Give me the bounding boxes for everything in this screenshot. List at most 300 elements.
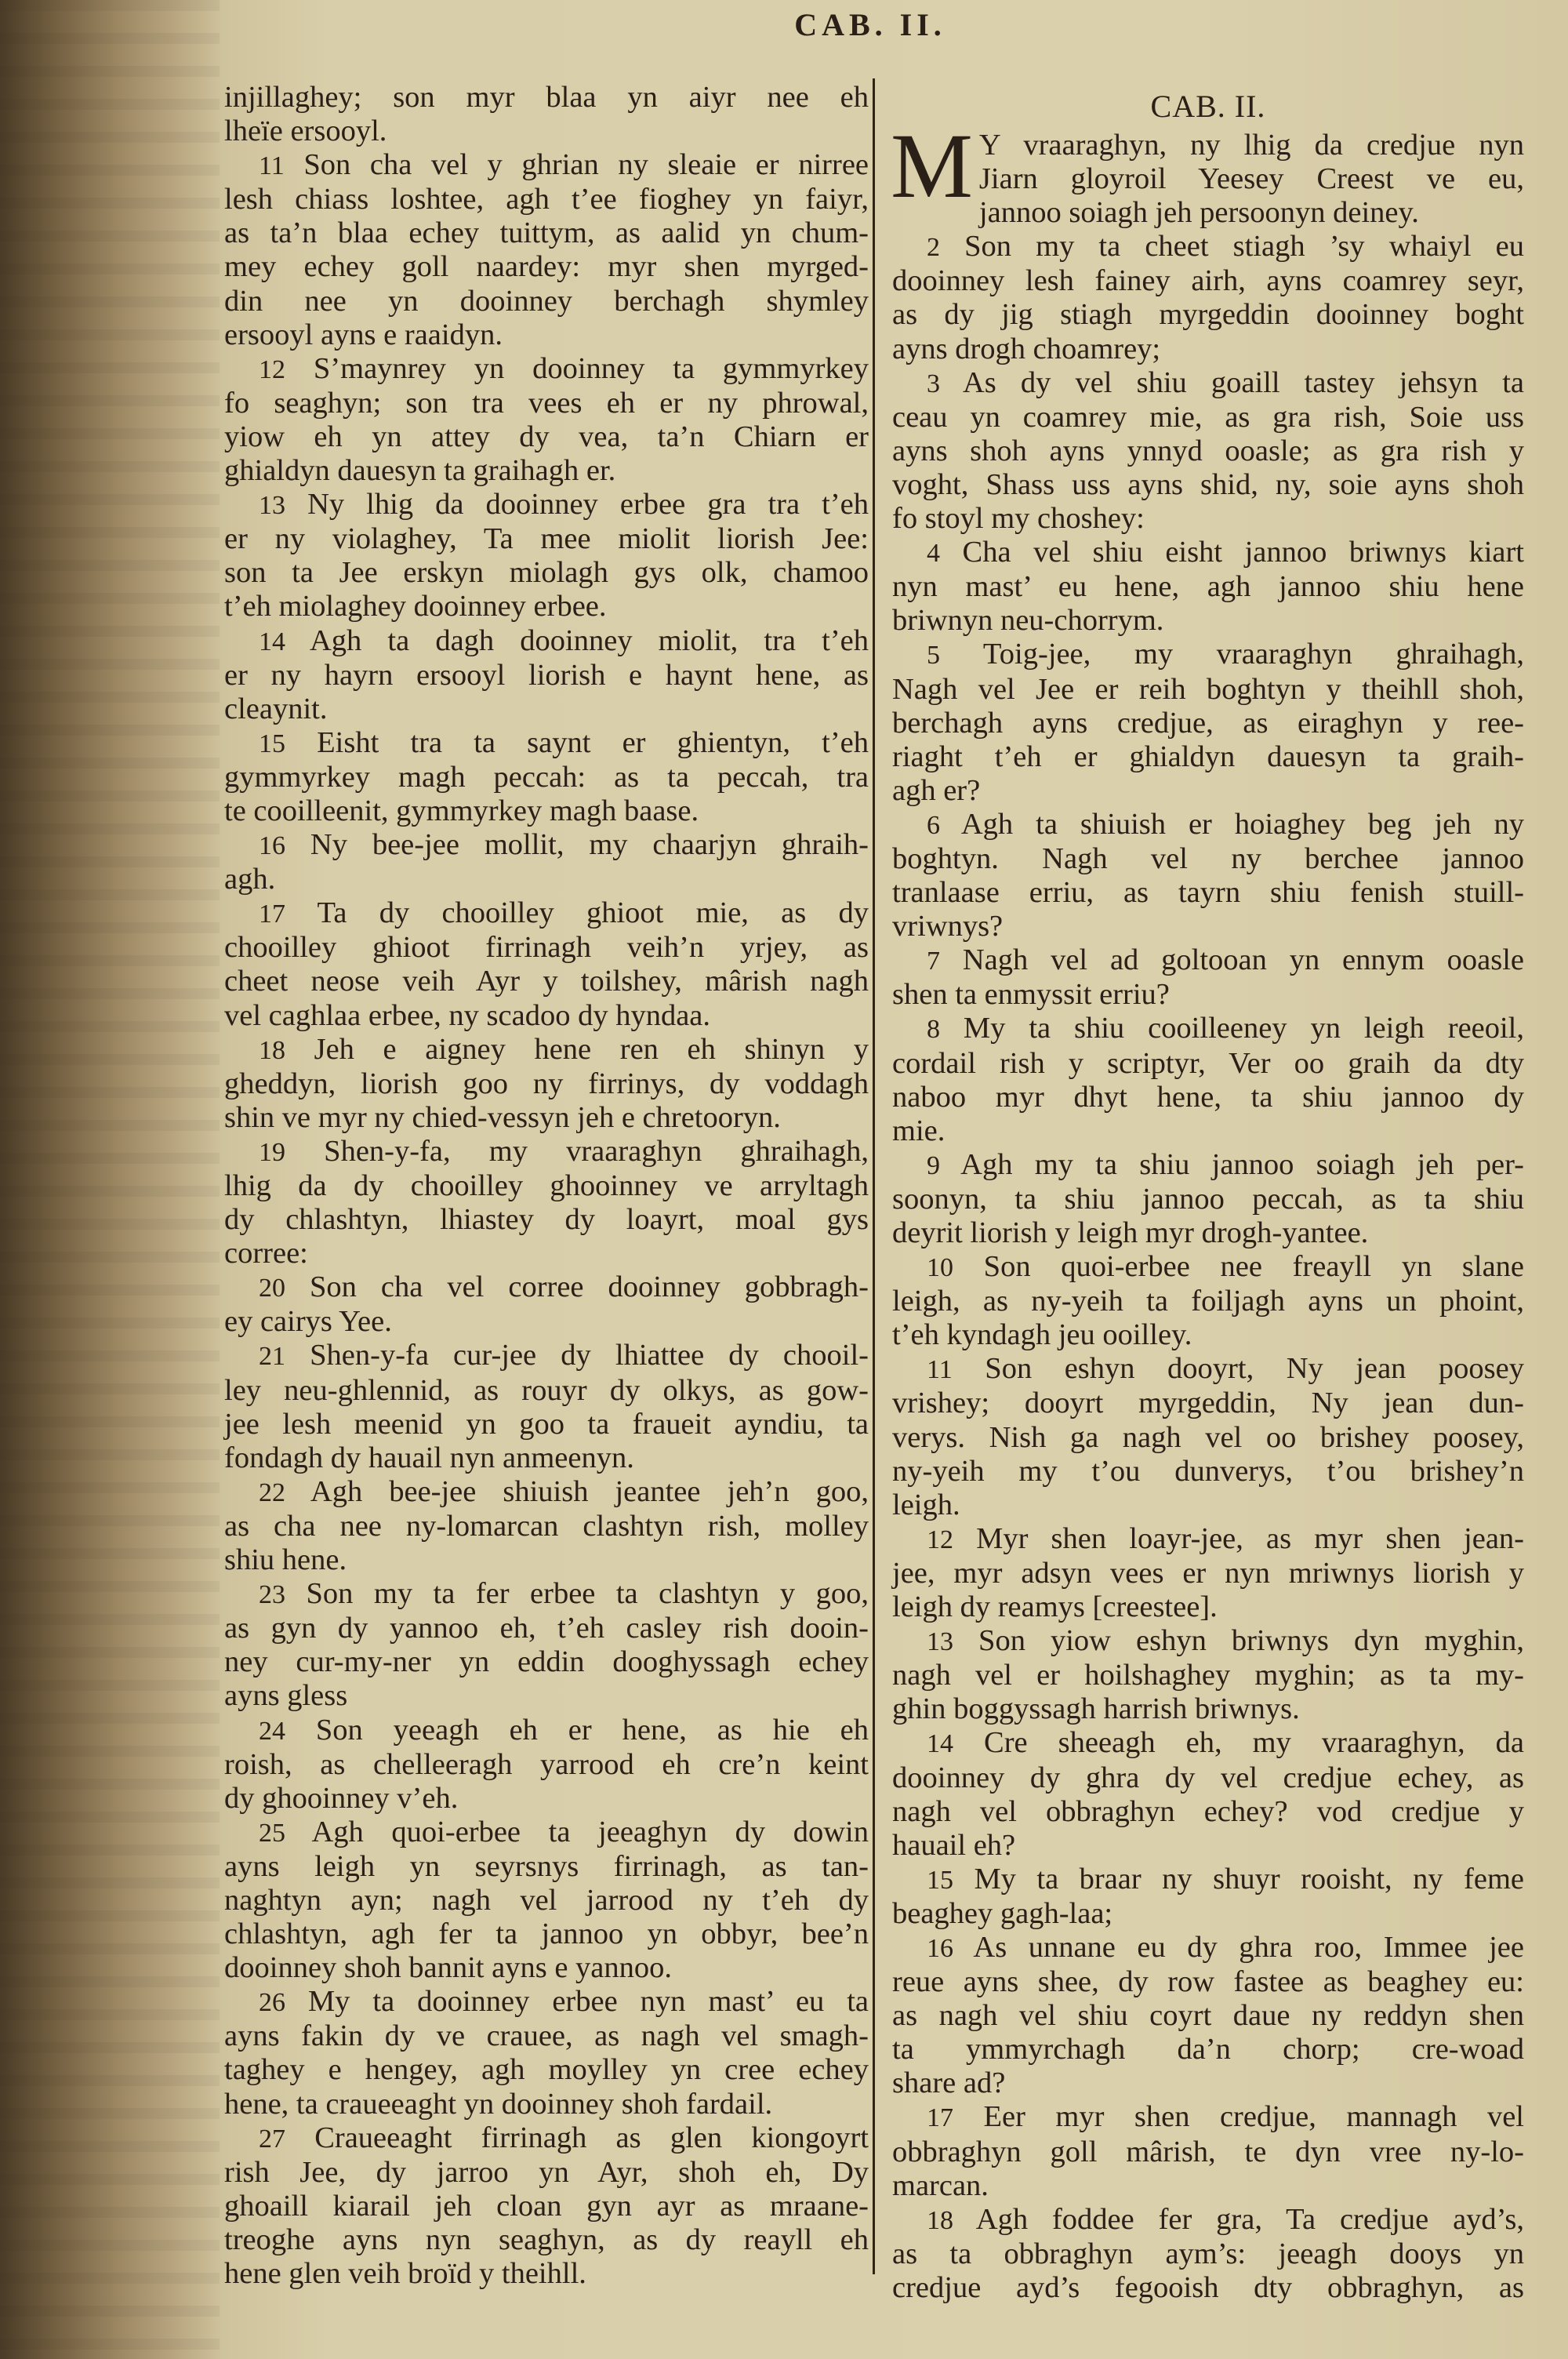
verse-text: dy ghooinney v’eh. bbox=[224, 1781, 459, 1815]
verse-text: fondagh dy hauail nyn anmeenyn. bbox=[224, 1441, 634, 1474]
verse-text: jannoo soiagh jeh persoonyn deiney. bbox=[978, 196, 1419, 230]
verse-line bbox=[224, 1884, 869, 1917]
verse-text: son ta Jee erskyn miolagh gys olk, chamoo bbox=[224, 556, 869, 590]
verse-text: reue ayns shee, dy row fastee as beaghey eu: bbox=[892, 1965, 1524, 1999]
verse-number: 10 bbox=[927, 1253, 953, 1283]
verse-text: Jeh e aigney hene ren eh shinyn y bbox=[314, 1032, 869, 1066]
verse-text: ghoaill kiarail jeh cloan gyn ayr as mraane- bbox=[224, 2189, 869, 2223]
verse-text: share ad? bbox=[892, 2066, 1006, 2100]
verse-line bbox=[892, 1829, 1524, 1863]
verse-text: lheïe ersooyl. bbox=[224, 114, 387, 148]
verse-text: as cha nee ny-lomarcan clashtyn rish, molley bbox=[224, 1509, 869, 1543]
verse-text: credjue ayd’s fegooish dty obbraghyn, as bbox=[892, 2270, 1524, 2304]
verse-8 bbox=[892, 1012, 1524, 1147]
column-divider-rule bbox=[873, 78, 875, 2274]
verse-text: cordail rish y scriptyr, Ver oo graih da dty bbox=[892, 1046, 1524, 1080]
verse-text: Son cha vel corree dooinney gobbragh- bbox=[310, 1270, 869, 1304]
verse-text: Son my ta fer erbee ta clashtyn y goo, bbox=[306, 1577, 869, 1611]
verse-line bbox=[224, 1203, 869, 1237]
verse-text: leigh. bbox=[892, 1488, 960, 1521]
verse-text: dooinney lesh fainey airh, ayns coamrey seyr, bbox=[892, 264, 1524, 298]
verse-text: Agh ta shiuish er hoiaghey beg jeh ny bbox=[960, 807, 1524, 841]
verse-text: Ny lhig da dooinney erbee gra tra t’eh bbox=[307, 488, 869, 522]
verse-12 bbox=[224, 352, 869, 488]
verse-line bbox=[224, 81, 869, 114]
verse-text: Eisht tra ta saynt er ghientyn, t’eh bbox=[317, 725, 869, 759]
verse-text: vel caghlaa erbee, ny scadoo dy hyndaa. bbox=[224, 998, 711, 1032]
verse-text: obbraghyn goll mârish, te dyn vree ny-lo- bbox=[892, 2135, 1524, 2168]
verse-9 bbox=[892, 1148, 1524, 1250]
verse-text: treoghe ayns nyn seaghyn, as dy reayll eh bbox=[224, 2223, 869, 2256]
verse-text: nagh vel obbraghyn echey? vod credjue y bbox=[892, 1794, 1524, 1828]
verse-text: berchagh ayns credjue, as eiraghyn y ree- bbox=[892, 706, 1524, 740]
verse-line bbox=[892, 1421, 1524, 1455]
verse-text: lesh chiass loshtee, agh t’ee fioghey yn faiyr, bbox=[224, 183, 869, 216]
verse-text: injillaghey; son myr blaa yn aiyr nee eh bbox=[224, 81, 869, 114]
verse-line bbox=[224, 556, 869, 590]
verse-text: agh. bbox=[224, 863, 276, 896]
verse-line bbox=[892, 1999, 1524, 2033]
verse-line bbox=[892, 638, 1524, 672]
verse-text: Son quoi-erbee nee freayll yn slane bbox=[983, 1250, 1524, 1284]
verse-number: 12 bbox=[259, 354, 285, 384]
verse-15 bbox=[892, 1863, 1524, 1931]
verse-line bbox=[224, 1748, 869, 1782]
verse-text: shin ve myr ny chied-vessyn jeh e chretooryn. bbox=[224, 1100, 781, 1134]
verse-line bbox=[892, 570, 1524, 604]
verse-text: hauail eh? bbox=[892, 1828, 1016, 1862]
verse-number: 18 bbox=[259, 1035, 285, 1065]
verse-line bbox=[224, 1033, 869, 1067]
verse-line bbox=[224, 2053, 869, 2087]
verse-line bbox=[892, 808, 1524, 842]
verse-line bbox=[224, 2156, 869, 2190]
verse-line bbox=[892, 1114, 1524, 1148]
verse-line bbox=[892, 196, 1524, 230]
verse-line bbox=[224, 1510, 869, 1543]
verse-text: as ta obbraghyn aym’s: jeeagh dooys yn bbox=[892, 2237, 1524, 2270]
running-head: CAB. II. bbox=[794, 7, 946, 42]
verse-line bbox=[224, 965, 869, 998]
verse-line bbox=[892, 2203, 1524, 2237]
verse-text: naghtyn ayn; nagh vel jarrood ny t’eh dy bbox=[224, 1883, 869, 1917]
verse-line bbox=[224, 2088, 869, 2121]
verse-text: As dy vel shiu goaill tastey jehsyn ta bbox=[962, 365, 1524, 399]
verse-23 bbox=[224, 1577, 869, 1713]
verse-number: 22 bbox=[259, 1478, 285, 1507]
verse-4 bbox=[892, 536, 1524, 638]
verse-line bbox=[892, 536, 1524, 570]
verse-text: Toig-jee, my vraaraghyn ghraihagh, bbox=[982, 638, 1525, 671]
verse-line bbox=[224, 114, 869, 148]
verse-text: fo seaghyn; son tra vees eh er ny phrowal, bbox=[224, 386, 869, 420]
verse-number: 23 bbox=[259, 1580, 285, 1610]
verse-number: 13 bbox=[259, 491, 285, 521]
verse-line bbox=[892, 1250, 1524, 1285]
verse-text: naboo myr dhyt hene, ta shiu jannoo dy bbox=[892, 1080, 1524, 1114]
verse-text: My ta shiu cooilleeney yn leigh reeoil, bbox=[963, 1012, 1525, 1045]
verse-text: leigh, as ny-yeih ta foiljagh ayns un phoint, bbox=[892, 1285, 1524, 1318]
verse-text: fo stoyl my choshey: bbox=[892, 502, 1145, 536]
verse-text: shen ta enmyssit erriu? bbox=[892, 978, 1170, 1012]
verse-text: Nagh vel ad goltooan yn ennym ooasle bbox=[962, 943, 1525, 977]
verse-line bbox=[892, 1081, 1524, 1114]
verse-line bbox=[892, 2066, 1524, 2100]
verse-10 bbox=[892, 1250, 1524, 1352]
verse-line bbox=[224, 1917, 869, 1951]
verse-text: er ny hayrn ersooyl liorish e haynt hene, as bbox=[224, 658, 869, 692]
verse-line bbox=[224, 1782, 869, 1816]
verse-text: As unnane eu dy ghra roo, Immee jee bbox=[973, 1930, 1524, 1964]
verse-line bbox=[892, 1795, 1524, 1829]
verse-text: dooinney shoh bannit ayns e yannoo. bbox=[224, 1951, 672, 1985]
verse-number: 25 bbox=[259, 1818, 285, 1848]
verse-line bbox=[892, 129, 1524, 162]
verse-line bbox=[892, 1387, 1524, 1420]
verse-number: 6 bbox=[927, 810, 940, 840]
verse-20 bbox=[224, 1270, 869, 1339]
verse-text: My ta braar ny shuyr rooisht, ny feme bbox=[974, 1862, 1525, 1896]
verse-text: leigh dy reamys [creestee]. bbox=[892, 1590, 1218, 1624]
verse-24 bbox=[224, 1714, 869, 1816]
verse-text: beaghey gagh-laa; bbox=[892, 1896, 1113, 1930]
verse-line bbox=[224, 828, 869, 863]
verse-number: 14 bbox=[259, 627, 285, 656]
verse-line bbox=[224, 1408, 869, 1441]
verse-11 bbox=[224, 148, 869, 352]
verse-line bbox=[224, 2019, 869, 2053]
verse-text: soonyn, ta shiu jannoo peccah, as ta shiu bbox=[892, 1182, 1524, 1216]
verse-text: jee lesh meenid yn goo ta fraueit ayndiu, ta bbox=[224, 1407, 869, 1441]
verse-text: Ny bee-jee mollit, my chaarjyn ghraih- bbox=[310, 828, 869, 862]
verse-line bbox=[224, 352, 869, 387]
verse-line bbox=[224, 1237, 869, 1270]
verse-line bbox=[224, 794, 869, 828]
verse-line bbox=[224, 318, 869, 352]
verse-line bbox=[892, 910, 1524, 943]
verse-line bbox=[892, 298, 1524, 332]
verse-line bbox=[224, 1612, 869, 1645]
verse-number: 16 bbox=[927, 1933, 953, 1963]
verse-line bbox=[224, 1645, 869, 1679]
verse-continuation bbox=[891, 114, 1524, 230]
verse-13 bbox=[224, 488, 869, 623]
verse-line bbox=[224, 387, 869, 420]
verse-text: Ta dy chooilley ghioot mie, as dy bbox=[317, 896, 869, 930]
verse-continuation bbox=[224, 81, 869, 148]
verse-text: ceau yn coamrey mie, as gra rish, Soie uss bbox=[892, 400, 1524, 434]
verse-line bbox=[892, 1624, 1524, 1659]
verse-19 bbox=[224, 1135, 869, 1270]
verse-number: 17 bbox=[927, 2103, 953, 2133]
verse-text: as gyn dy yannoo eh, t’eh casley rish dooin- bbox=[224, 1612, 869, 1645]
verse-text: corree: bbox=[224, 1237, 308, 1270]
verse-text: tranlaase erriu, as tayrn shiu fenish stuill- bbox=[892, 876, 1524, 910]
verse-17 bbox=[224, 896, 869, 1032]
verse-text: Shen-y-fa, my vraaraghyn ghraihagh, bbox=[324, 1134, 869, 1168]
verse-line bbox=[892, 468, 1524, 502]
verse-number: 4 bbox=[927, 539, 940, 569]
verse-line bbox=[224, 1543, 869, 1577]
verse-text: Son my ta cheet stiagh ’sy whaiyl eu bbox=[964, 230, 1524, 264]
verse-line bbox=[224, 250, 869, 284]
verse-text: Son yeeagh eh er hene, as hie eh bbox=[315, 1713, 869, 1747]
verse-line bbox=[224, 1374, 869, 1408]
verse-number: 18 bbox=[927, 2205, 953, 2235]
verse-line bbox=[892, 842, 1524, 876]
verse-text: voght, Shass uss ayns shid, ny, soie ayns shoh bbox=[892, 467, 1524, 501]
verse-line bbox=[224, 2121, 869, 2156]
verse-text: as ta’n blaa echey tuittym, as aalid yn chum- bbox=[224, 216, 869, 250]
verse-number: 24 bbox=[259, 1716, 285, 1746]
verse-text: chooilley ghioot firrinagh veih’n yrjey, as bbox=[224, 931, 869, 965]
verse-6 bbox=[892, 808, 1524, 943]
verse-number: 15 bbox=[259, 729, 285, 758]
verse-number: 11 bbox=[927, 1355, 953, 1385]
verse-line bbox=[224, 2190, 869, 2223]
verse-line bbox=[892, 1863, 1524, 1897]
verse-text: Agh quoi-erbee ta jeeaghyn dy dowin bbox=[311, 1815, 869, 1848]
verse-line bbox=[892, 2033, 1524, 2066]
verse-line bbox=[892, 1590, 1524, 1624]
verse-number: 19 bbox=[259, 1137, 285, 1167]
verse-7 bbox=[892, 943, 1524, 1012]
verse-12 bbox=[892, 1522, 1524, 1624]
verse-text: gheddyn, liorish goo ny firrinys, dy voddagh bbox=[224, 1067, 869, 1100]
verse-text: marcan. bbox=[892, 2168, 989, 2202]
verse-number: 8 bbox=[927, 1015, 940, 1045]
verse-line bbox=[224, 1169, 869, 1203]
verse-line bbox=[224, 931, 869, 965]
verse-text: cheet neose veih Ayr y toilshey, mârish nagh bbox=[224, 965, 869, 998]
verse-text: ley neu-ghlennid, as rouyr dy olkys, as gow- bbox=[224, 1373, 869, 1407]
verse-3 bbox=[892, 366, 1524, 536]
verse-line bbox=[224, 659, 869, 692]
verse-line bbox=[224, 1101, 869, 1135]
verse-line bbox=[224, 692, 869, 726]
verse-line bbox=[224, 1270, 869, 1305]
verse-line bbox=[224, 1816, 869, 1850]
verse-line bbox=[224, 1339, 869, 1373]
verse-13 bbox=[892, 1624, 1524, 1726]
verse-2 bbox=[892, 230, 1524, 365]
verse-line bbox=[892, 1761, 1524, 1795]
verse-21 bbox=[224, 1339, 869, 1474]
verse-line bbox=[224, 1951, 869, 1985]
verse-text: Agh my ta shiu jannoo soiagh jeh per- bbox=[960, 1147, 1524, 1181]
verse-text: ghin boggyssagh harrish briwnys. bbox=[892, 1692, 1300, 1726]
verse-text: as nagh vel shiu coyrt daue ny reddyn shen bbox=[892, 1999, 1524, 2033]
verse-text: hene glen veih broïd y theihll. bbox=[224, 2257, 586, 2290]
verse-text: Nagh vel Jee er reih boghtyn y theihll shoh, bbox=[892, 672, 1524, 706]
verse-line bbox=[892, 2237, 1524, 2271]
verse-line bbox=[224, 726, 869, 761]
verse-line bbox=[224, 148, 869, 183]
verse-number: 3 bbox=[927, 369, 940, 398]
verse-number: 13 bbox=[927, 1627, 953, 1657]
verse-27 bbox=[224, 2121, 869, 2291]
verse-number: 27 bbox=[259, 2124, 285, 2154]
verse-text: dooinney dy ghra dy vel credjue echey, as bbox=[892, 1761, 1524, 1794]
verse-line bbox=[892, 673, 1524, 707]
verse-line bbox=[224, 420, 869, 454]
verse-number: 17 bbox=[259, 900, 285, 929]
verse-text: ta ymmyrchagh da’n chorp; cre-woad bbox=[892, 2033, 1524, 2066]
verse-text: ny-yeih my t’ou dunverys, t’ou brishey’n bbox=[892, 1454, 1524, 1488]
verse-line bbox=[892, 943, 1524, 978]
verse-25 bbox=[224, 1816, 869, 1985]
verse-line bbox=[892, 2135, 1524, 2169]
verse-line bbox=[224, 1475, 869, 1510]
verse-line bbox=[892, 264, 1524, 298]
verse-line bbox=[224, 863, 869, 896]
verse-number: 5 bbox=[927, 641, 940, 671]
verse-line bbox=[892, 1047, 1524, 1081]
verse-text: hene, ta craueeaght yn dooinney shoh fardail. bbox=[224, 2087, 773, 2121]
verse-text: ey cairys Yee. bbox=[224, 1305, 392, 1339]
verse-line bbox=[224, 488, 869, 522]
verse-number: 12 bbox=[927, 1525, 953, 1554]
verse-number: 16 bbox=[259, 831, 285, 861]
verse-line bbox=[224, 2223, 869, 2257]
verse-line bbox=[224, 999, 869, 1033]
verse-line bbox=[892, 1726, 1524, 1761]
verse-text: riaght t’eh er ghialdyn dauesyn ta graih- bbox=[892, 740, 1524, 773]
verse-line bbox=[224, 285, 869, 318]
verse-line bbox=[892, 876, 1524, 910]
verse-line bbox=[224, 216, 869, 250]
verse-15 bbox=[224, 726, 869, 828]
verse-text: rish Jee, dy jarroo yn Ayr, shoh eh, Dy bbox=[224, 2155, 869, 2189]
verse-line bbox=[892, 1522, 1524, 1557]
verse-17 bbox=[892, 2100, 1524, 2202]
verse-line bbox=[224, 1985, 869, 2019]
verse-line bbox=[892, 1352, 1524, 1387]
verse-text: ayns gless bbox=[224, 1679, 348, 1713]
verse-text: taghey e hengey, agh moylley yn cree echey bbox=[224, 2053, 869, 2087]
verse-text: ghialdyn dauesyn ta graihagh er. bbox=[224, 454, 616, 488]
verse-number: 14 bbox=[927, 1729, 953, 1759]
verse-line bbox=[892, 1318, 1524, 1352]
verse-line bbox=[892, 604, 1524, 638]
verse-text: My ta dooinney erbee nyn mast’ eu ta bbox=[307, 1985, 869, 2019]
verse-line bbox=[892, 1659, 1524, 1692]
verse-text: er ny violaghey, Ta mee miolit liorish Jee: bbox=[224, 522, 869, 556]
verse-line bbox=[892, 162, 1524, 196]
verse-line bbox=[892, 1012, 1524, 1046]
verse-16 bbox=[224, 828, 869, 896]
verse-text: t’eh miolaghey dooinney erbee. bbox=[224, 590, 607, 623]
verse-text: Eer myr shen credjue, mannagh vel bbox=[983, 2100, 1524, 2134]
verse-line bbox=[892, 1285, 1524, 1318]
verse-text: ney cur-my-ner yn eddin dooghyssagh echey bbox=[224, 1645, 869, 1679]
verse-text: ayns leigh yn seyrsnys firrinagh, as tan- bbox=[224, 1849, 869, 1883]
verse-text: ersooyl ayns e raaidyn. bbox=[224, 318, 503, 351]
verse-line bbox=[892, 502, 1524, 536]
verse-text: ayns fakin dy ve crauee, as nagh vel smagh- bbox=[224, 2019, 869, 2053]
verse-text: yiow eh yn attey dy vea, ta’n Chiarn er bbox=[224, 420, 869, 453]
verse-line bbox=[224, 1714, 869, 1748]
verse-text: Cre sheeagh eh, my vraaraghyn, da bbox=[984, 1726, 1524, 1760]
verse-text: chlashtyn, agh fer ta jannoo yn obbyr, bee’n bbox=[224, 1917, 869, 1951]
verse-text: cleaynit. bbox=[224, 692, 328, 725]
verse-line bbox=[892, 978, 1524, 1012]
verse-text: t’eh kyndagh jeu ooilley. bbox=[892, 1318, 1192, 1352]
verse-text: nyn mast’ eu hene, agh jannoo shiu hene bbox=[892, 570, 1524, 604]
verse-line bbox=[224, 522, 869, 556]
verse-line bbox=[892, 707, 1524, 740]
verse-text: gymmyrkey magh peccah: as ta peccah, tra bbox=[224, 760, 869, 794]
verse-line bbox=[892, 1183, 1524, 1216]
verse-text: Agh foddee fer gra, Ta credjue ayd’s, bbox=[975, 2202, 1524, 2236]
verse-text: nagh vel er hoilshaghey myghin; as ta my- bbox=[892, 1659, 1524, 1692]
verse-text: as dy jig stiagh myrgeddin dooinney boght bbox=[892, 298, 1524, 332]
verse-text: Son eshyn dooyrt, Ny jean poosey bbox=[985, 1352, 1525, 1386]
verse-line bbox=[892, 740, 1524, 774]
verse-number: 21 bbox=[259, 1342, 285, 1372]
verse-text: S’maynrey yn dooinney ta gymmyrkey bbox=[313, 351, 869, 385]
verse-text: din nee yn dooinney berchagh shymley bbox=[224, 284, 869, 318]
verse-line bbox=[892, 230, 1524, 264]
verse-text: verys. Nish ga nagh vel oo brishey poosey, bbox=[892, 1420, 1524, 1454]
verse-number: 15 bbox=[927, 1865, 953, 1895]
verse-line bbox=[892, 434, 1524, 468]
verse-text: lhig da dy chooilley ghooinney ve arryltagh bbox=[224, 1169, 869, 1202]
verse-text: Shen-y-fa cur-jee dy lhiattee dy chooil- bbox=[310, 1339, 869, 1372]
verse-line bbox=[892, 366, 1524, 401]
book-gutter-facing-page bbox=[0, 0, 220, 2359]
verse-text: Agh bee-jee shiuish jeantee jeh’n goo, bbox=[310, 1474, 869, 1508]
verse-text: vriwnys? bbox=[892, 910, 1004, 943]
verse-14 bbox=[892, 1726, 1524, 1862]
verse-text: vrishey; dooyrt myrgeddin, Ny jean dun- bbox=[892, 1387, 1524, 1420]
chapter-heading: CAB. II. bbox=[1150, 89, 1266, 124]
verse-number: 2 bbox=[927, 233, 940, 263]
verse-line bbox=[892, 2271, 1524, 2305]
verse-26 bbox=[224, 1985, 869, 2121]
verse-line bbox=[224, 454, 869, 488]
verse-text: shiu hene. bbox=[224, 1543, 347, 1577]
verse-text: dy chlashtyn, lhiastey dy loayrt, moal gys bbox=[224, 1203, 869, 1237]
verse-text: boghtyn. Nagh vel ny berchee jannoo bbox=[892, 841, 1524, 875]
verse-text: agh er? bbox=[892, 773, 981, 807]
verse-line bbox=[224, 1850, 869, 1884]
verse-line bbox=[892, 1692, 1524, 1726]
verse-line bbox=[892, 774, 1524, 808]
verse-number: 9 bbox=[927, 1150, 940, 1180]
verse-text: Jiarn gloyroil Yeesey Creest ve eu, bbox=[978, 162, 1524, 196]
verse-5 bbox=[892, 638, 1524, 807]
verse-text: mie. bbox=[892, 1114, 946, 1147]
verse-number: 11 bbox=[259, 151, 285, 181]
verse-line bbox=[224, 1577, 869, 1612]
verse-text: te cooilleenit, gymmyrkey magh baase. bbox=[224, 794, 699, 827]
verse-line bbox=[892, 2169, 1524, 2203]
verse-line bbox=[224, 624, 869, 659]
verse-number: 20 bbox=[259, 1274, 285, 1303]
verse-line bbox=[892, 1931, 1524, 1965]
verse-line bbox=[224, 183, 869, 216]
verse-text: ayns drogh choamrey; bbox=[892, 332, 1161, 365]
verse-line bbox=[892, 1148, 1524, 1183]
verse-line bbox=[224, 590, 869, 623]
verse-11 bbox=[892, 1352, 1524, 1521]
verse-line bbox=[892, 1557, 1524, 1590]
verse-text: Myr shen loayr-jee, as myr shen jean- bbox=[976, 1521, 1524, 1555]
verse-line bbox=[224, 1679, 869, 1713]
verse-line bbox=[892, 1897, 1524, 1931]
verse-line bbox=[224, 1441, 869, 1475]
